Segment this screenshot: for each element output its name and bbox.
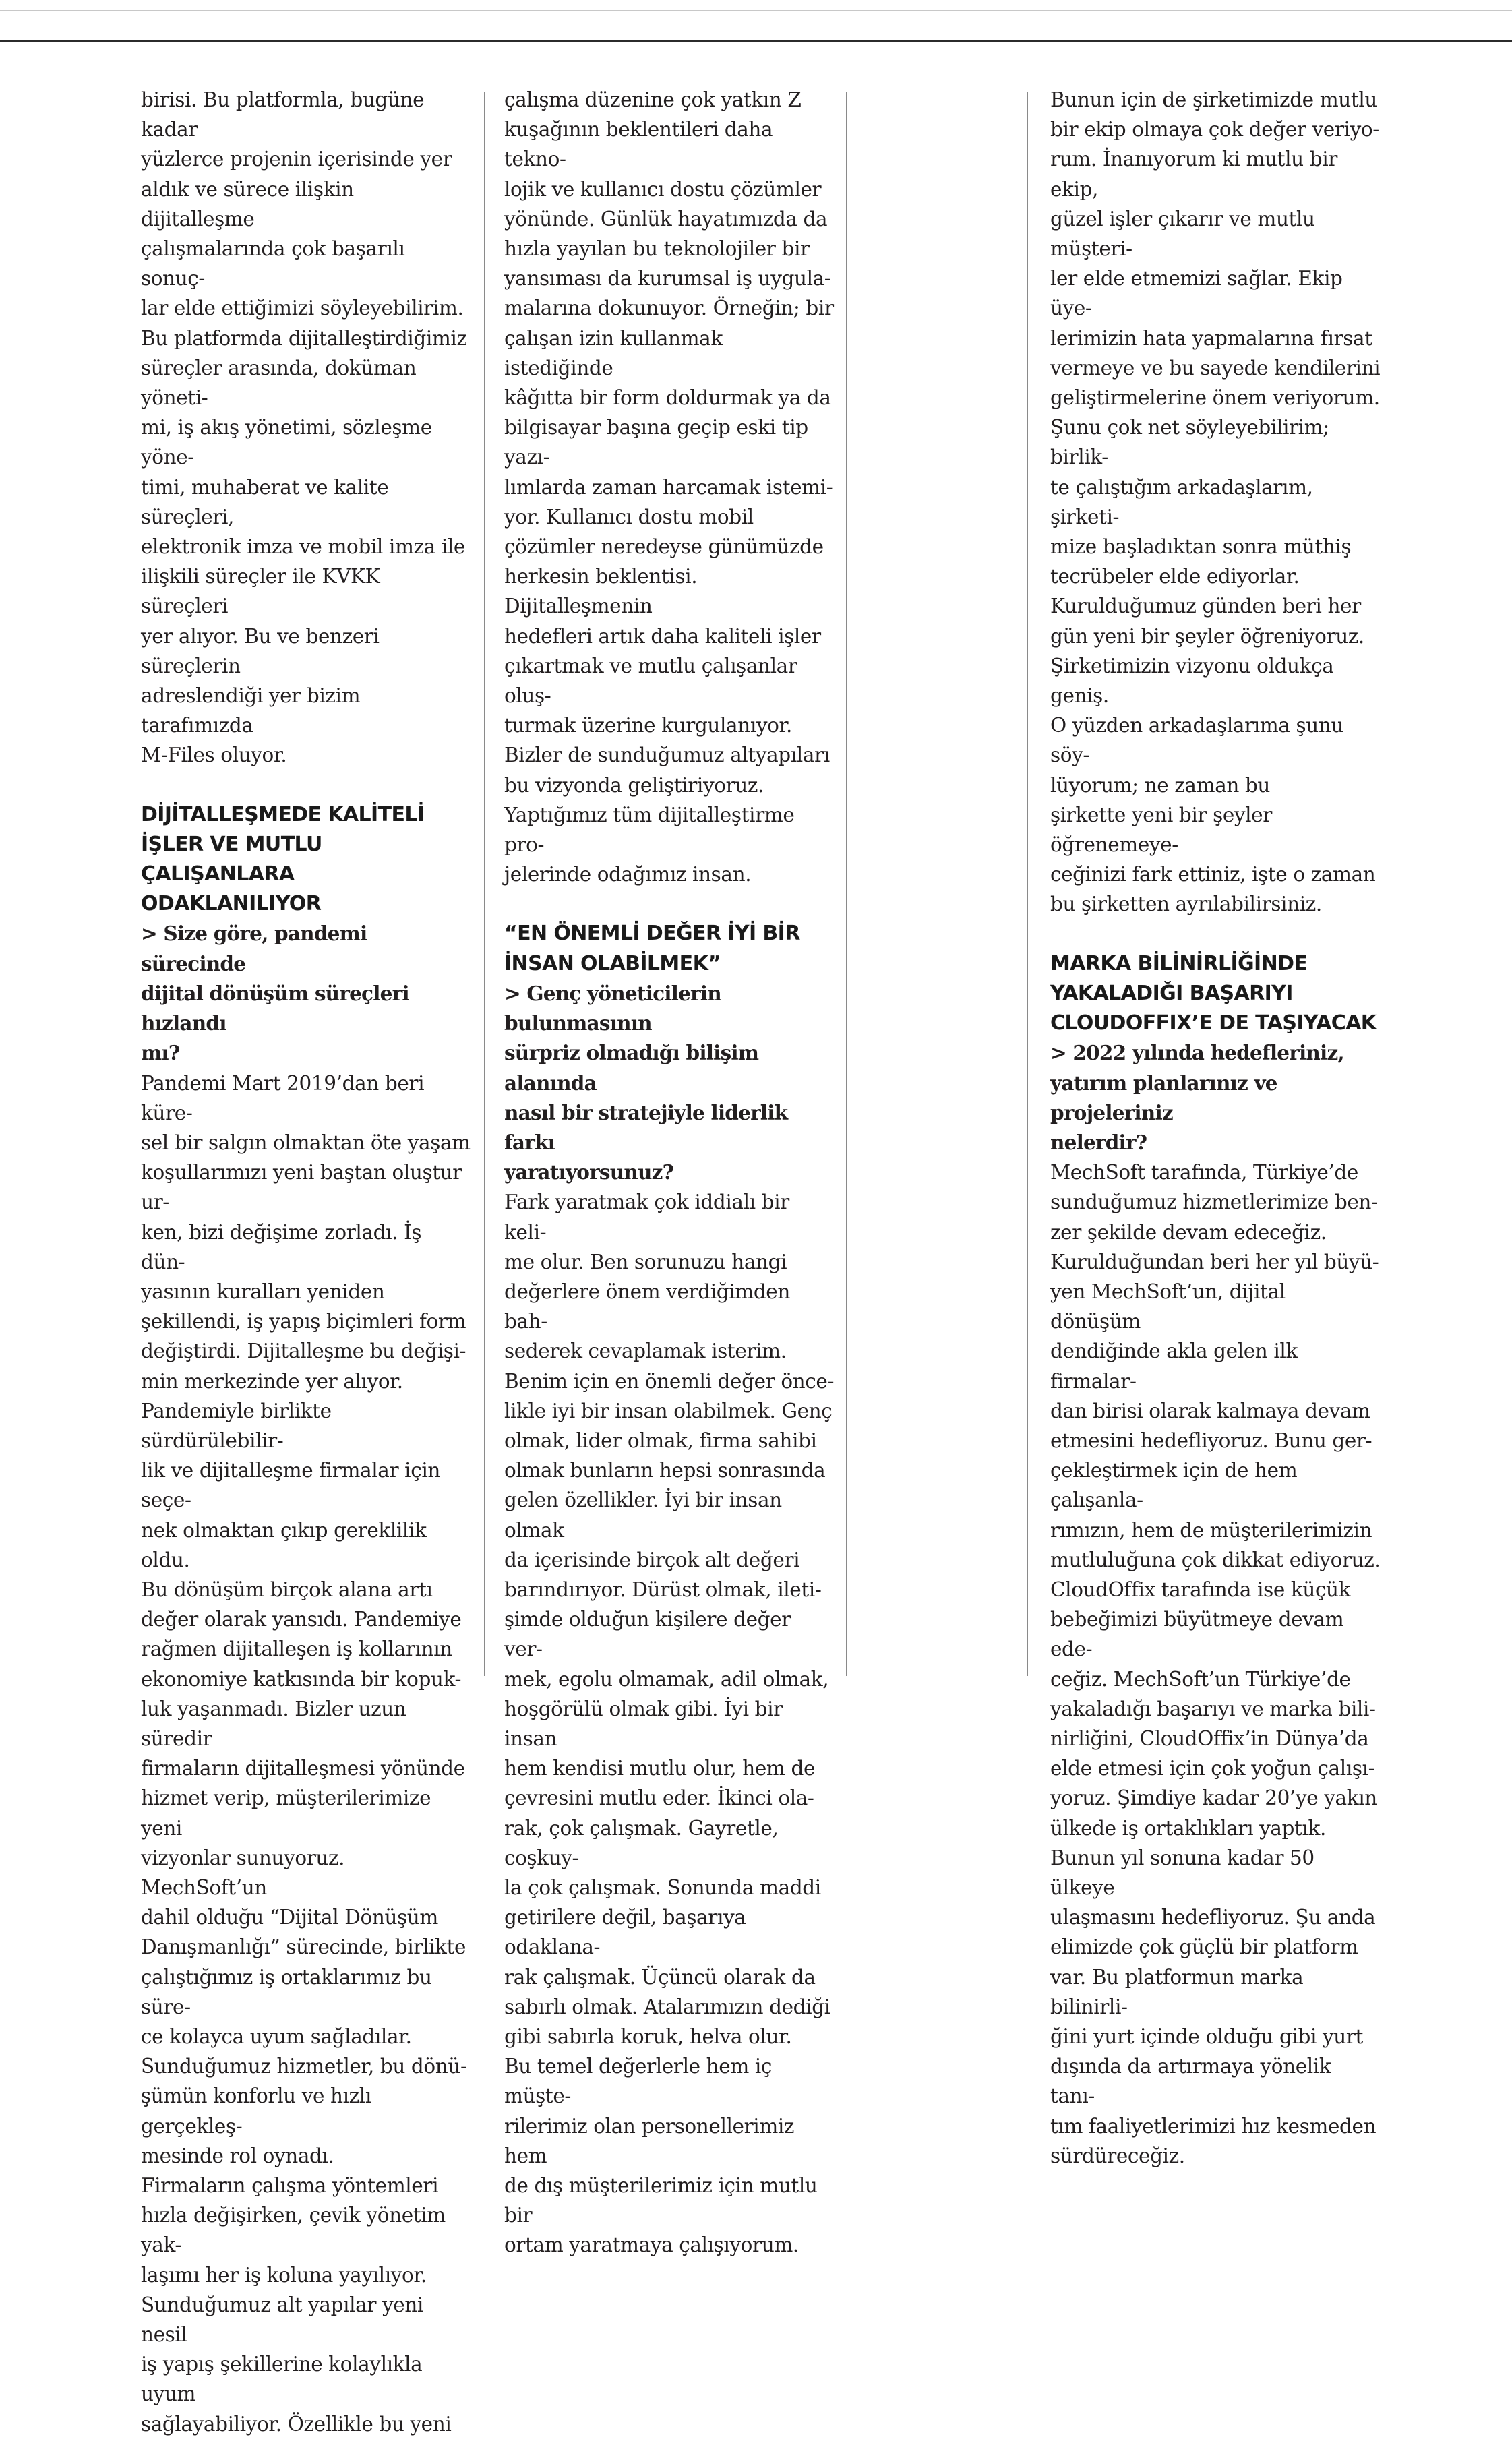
- text-line: MechSoft tarafında, Türkiye’de: [1050, 1161, 1358, 1184]
- text-line: Pandemi Mart 2019’dan beri küre-: [141, 1071, 425, 1124]
- text-line: etmesini hedefliyoruz. Bunu ger-: [1050, 1428, 1372, 1452]
- text-line: laşımı her iş koluna yayılıyor.: [141, 2263, 427, 2287]
- column-divider-3: [1027, 92, 1028, 1676]
- text-line: ceğiz. MechSoft’un Türkiye’de: [1050, 1667, 1351, 1691]
- text-line: lımlarda zaman harcamak istemi-: [504, 475, 833, 499]
- text-line: Yaptığımız tüm dijitalleştirme pro-: [504, 803, 795, 857]
- text-line: mize başladıktan sonra müthiş: [1050, 535, 1352, 559]
- text-line: yoruz. Şimdiye kadar 20’ye yakın: [1050, 1786, 1377, 1810]
- text-line: kâğıtta bir form doldurmak ya da: [504, 386, 831, 410]
- text-line: vermeye ve bu sayede kendilerini: [1050, 356, 1381, 380]
- text-line: ğini yurt içinde olduğu gibi yurt: [1050, 2025, 1364, 2048]
- text-line: yor. Kullanıcı dostu mobil: [504, 505, 754, 529]
- question-line: yaratıyorsunuz?: [504, 1160, 674, 1184]
- question-line: mı?: [141, 1041, 180, 1065]
- text-line: çalışmalarında çok başarılı sonuç-: [141, 237, 405, 291]
- text-line: olmak bunların hepsi sonrasında: [504, 1459, 826, 1482]
- text-line: rilerimiz olan personellerimiz hem: [504, 2114, 795, 2167]
- text-line: koşullarımızı yeni baştan oluştur ur-: [141, 1161, 462, 1214]
- text-line: sürdüreceğiz.: [1050, 2144, 1185, 2167]
- text-line: hızla değişirken, çevik yönetim yak-: [141, 2204, 446, 2257]
- text-line: ce kolayca uyum sağladılar.: [141, 2025, 412, 2048]
- section-heading: [504, 919, 835, 978]
- text-line: hem kendisi mutlu olur, hem de: [504, 1757, 816, 1780]
- text-line: yönünde. Günlük hayatımızda da: [504, 207, 828, 231]
- text-line: ilişkili süreçler ile KVKK süreçleri: [141, 565, 380, 618]
- question-line: > 2022 yılında hedefleriniz,: [1050, 1041, 1344, 1065]
- text-line: Danışmanlığı” sürecinde, birlikte: [141, 1935, 466, 1959]
- text-line: bilgisayar başına geçip eski tip yazı-: [504, 416, 808, 469]
- text-line: lik ve dijitalleşme firmalar için seçe-: [141, 1459, 440, 1512]
- text-line: yakaladığı başarıyı ve marka bili-: [1050, 1697, 1376, 1720]
- heading-line: İNSAN OLABİLMEK”: [504, 951, 721, 975]
- heading-line: CLOUDOFFIX’E DE TAŞIYACAK: [1050, 1011, 1377, 1035]
- text-line: geliştirmelerine önem veriyorum.: [1050, 386, 1380, 410]
- text-line: güzel işler çıkarır ve mutlu müşteri-: [1050, 207, 1315, 261]
- text-line: Bunun için de şirketimizde mutlu: [1050, 88, 1377, 111]
- text-line: şekillendi, iş yapış biçimleri form: [141, 1310, 466, 1333]
- heading-line: MARKA BİLİNİRLİĞİNDE: [1050, 951, 1308, 975]
- text-line: me olur. Ben sorunuzu hangi: [504, 1250, 787, 1273]
- text-line: lar elde ettiğimizi söyleyebilirim.: [141, 297, 464, 320]
- text-line: adreslendiği yer bizim tarafımızda: [141, 684, 361, 737]
- interview-question: [141, 919, 471, 1068]
- question-line: yatırım planlarınız ve projeleriniz: [1050, 1071, 1277, 1124]
- text-line: değiştirdi. Dijitalleşme bu değişi-: [141, 1339, 466, 1363]
- text-line: O yüzden arkadaşlarıma şunu söy-: [1050, 714, 1344, 767]
- text-line: jelerinde odağımız insan.: [504, 863, 752, 886]
- text-line: elde etmesi için çok yoğun çalışı-: [1050, 1757, 1375, 1780]
- text-line: malarına dokunuyor. Örneğin; bir: [504, 297, 834, 320]
- text-line: tım faaliyetlerimizi hız kesmeden: [1050, 2114, 1377, 2138]
- text-line: zer şekilde devam edeceğiz.: [1050, 1220, 1327, 1244]
- text-line: dışında da artırmaya yönelik tanı-: [1050, 2055, 1331, 2108]
- text-line: tecrübeler elde ediyorlar.: [1050, 565, 1300, 589]
- text-line: çıkartmak ve mutlu çalışanlar oluş-: [504, 654, 797, 708]
- section-heading: [1050, 949, 1381, 1039]
- text-line: dan birisi olarak kalmaya devam: [1050, 1399, 1370, 1422]
- heading-line: YAKALADIĞI BAŞARIYI: [1050, 981, 1293, 1005]
- text-line: Şunu çok net söyleyebilirim; birlik-: [1050, 416, 1329, 469]
- text-line: barındırıyor. Dürüst olmak, ileti-: [504, 1577, 822, 1601]
- text-line: ler elde etmemizi sağlar. Ekip üye-: [1050, 267, 1343, 320]
- question-line: dijital dönüşüm süreçleri hızlandı: [141, 981, 409, 1035]
- text-line: Fark yaratmak çok iddialı bir keli-: [504, 1191, 789, 1244]
- text-line: kuşağının beklentileri daha tekno-: [504, 118, 773, 171]
- text-line: likle iyi bir insan olabilmek. Genç: [504, 1399, 833, 1422]
- text-line: Kurulduğumuz günden beri her: [1050, 595, 1361, 618]
- text-line: te çalıştığım arkadaşlarım, şirketi-: [1050, 475, 1313, 529]
- question-line: > Genç yöneticilerin bulunmasının: [504, 981, 721, 1035]
- text-line: gelen özellikler. İyi bir insan olmak: [504, 1488, 782, 1542]
- text-line: iş yapış şekillerine kolaylıkla uyum: [141, 2353, 423, 2406]
- text-line: olmak, lider olmak, firma sahibi: [504, 1428, 817, 1452]
- text-line: nek olmaktan çıkıp gereklilik oldu.: [141, 1518, 427, 1571]
- paragraph-spacer: [141, 771, 471, 800]
- text-line: ceğinizi fark ettiniz, işte o zaman: [1050, 863, 1376, 886]
- text-line: firmaların dijitalleşmesi yönünde: [141, 1757, 465, 1780]
- text-line: Bizler de sunduğumuz altyapıları: [504, 744, 830, 767]
- body-text: [1050, 85, 1381, 920]
- text-line: Bu temel değerlerle hem iç müşte-: [504, 2055, 773, 2108]
- text-line: bu şirketten ayrılabilirsiniz.: [1050, 893, 1322, 916]
- text-line: sel bir salgın olmaktan öte yaşam: [141, 1131, 471, 1154]
- text-line: sabırlı olmak. Atalarımızın dediği: [504, 1995, 830, 2018]
- interview-question: [1050, 1038, 1381, 1157]
- text-line: yen MechSoft’un, dijital dönüşüm: [1050, 1279, 1286, 1333]
- text-line: çalışan izin kullanmak istediğinde: [504, 326, 723, 380]
- text-line: şümün konforlu ve hızlı gerçekleş-: [141, 2084, 371, 2138]
- interview-question: [504, 979, 835, 1187]
- text-line: lerimizin hata yapmalarına fırsat: [1050, 326, 1372, 350]
- text-line: lojik ve kullanıcı dostu çözümler: [504, 177, 822, 201]
- question-line: nelerdir?: [1050, 1130, 1147, 1154]
- text-line: nirliğini, CloudOffix’in Dünya’da: [1050, 1726, 1369, 1750]
- text-line: timi, muhaberat ve kalite süreçleri,: [141, 475, 389, 529]
- text-line: şirkette yeni bir şeyler öğrenemeye-: [1050, 803, 1272, 857]
- article-column-3: [1050, 85, 1381, 2171]
- text-line: çekleştirmek için de hem çalışanla-: [1050, 1459, 1298, 1512]
- text-line: dendiğinde akla gelen ilk firmalar-: [1050, 1339, 1298, 1393]
- text-line: hizmet verip, müşterilerimize yeni: [141, 1786, 431, 1840]
- text-line: de dış müşterilerimiz için mutlu bir: [504, 2174, 818, 2227]
- article-column-2: [504, 85, 835, 2260]
- text-line: değerlere önem verdiğimden bah-: [504, 1279, 790, 1333]
- text-line: bir ekip olmaya çok değer veriyo-: [1050, 118, 1379, 142]
- text-line: birisi. Bu platformla, bugüne kadar: [141, 88, 425, 142]
- text-line: da içerisinde birçok alt değeri: [504, 1548, 800, 1571]
- text-line: herkesin beklentisi. Dijitalleşmenin: [504, 565, 698, 618]
- text-line: elimizde çok güçlü bir platform: [1050, 1935, 1358, 1959]
- text-line: rak çalışmak. Üçüncü olarak da: [504, 1965, 816, 1989]
- text-line: Firmaların çalışma yöntemleri: [141, 2174, 439, 2198]
- text-line: çevresini mutlu eder. İkinci ola-: [504, 1786, 814, 1810]
- question-line: sürpriz olmadığı bilişim alanında: [504, 1041, 759, 1095]
- text-line: sederek cevaplamak isterim.: [504, 1339, 787, 1363]
- text-line: Benim için en önemli değer önce-: [504, 1369, 835, 1393]
- text-line: değer olarak yansıdı. Pandemiye: [141, 1608, 462, 1631]
- column-divider-2: [846, 92, 847, 1676]
- text-line: yasının kuralları yeniden: [141, 1279, 385, 1303]
- heading-line: “EN ÖNEMLİ DEĞER İYİ BİR: [504, 922, 800, 946]
- text-line: mutluluğuna çok dikkat ediyoruz.: [1050, 1548, 1381, 1571]
- text-line: getirilere değil, başarıya odaklana-: [504, 1906, 746, 1959]
- text-line: ülkede iş ortaklıkları yaptık.: [1050, 1816, 1326, 1840]
- text-line: turmak üzerine kurgulanıyor.: [504, 714, 792, 737]
- paragraph-spacer: [504, 889, 835, 919]
- text-line: CloudOffix tarafında ise küçük: [1050, 1577, 1351, 1601]
- text-line: Kurulduğundan beri her yıl büyü-: [1050, 1250, 1379, 1273]
- text-line: Bu dönüşüm birçok alana artı: [141, 1577, 433, 1601]
- text-line: var. Bu platformun marka bilinirli-: [1050, 1965, 1304, 2018]
- article-column-1: [141, 85, 471, 2439]
- text-line: şimde olduğun kişilere değer ver-: [504, 1608, 791, 1661]
- text-line: Pandemiyle birlikte sürdürülebilir-: [141, 1399, 332, 1452]
- text-line: gibi sabırla koruk, helva olur.: [504, 2025, 792, 2048]
- text-line: çalışma düzenine çok yatkın Z: [504, 88, 802, 111]
- text-line: aldık ve sürece ilişkin dijitalleşme: [141, 177, 354, 231]
- text-line: gün yeni bir şeyler öğreniyoruz.: [1050, 624, 1364, 648]
- text-line: mesinde rol oynadı.: [141, 2144, 334, 2167]
- text-line: hızla yayılan bu teknolojiler bir: [504, 237, 810, 261]
- text-line: hedefleri artık daha kaliteli işler: [504, 624, 821, 648]
- text-line: elektronik imza ve mobil imza ile: [141, 535, 465, 559]
- text-line: bu vizyonda geliştiriyoruz.: [504, 773, 764, 797]
- body-text: [504, 85, 835, 889]
- text-line: mek, egolu olmamak, adil olmak,: [504, 1667, 829, 1691]
- text-line: ken, bizi değişime zorladı. İş dün-: [141, 1220, 422, 1273]
- text-line: çalıştığımız iş ortaklarımız bu süre-: [141, 1965, 432, 2018]
- text-line: rak, çok çalışmak. Gayretle, coşkuy-: [504, 1816, 779, 1869]
- paragraph-spacer: [1050, 920, 1381, 949]
- body-text: [1050, 1157, 1381, 2171]
- text-line: yansıması da kurumsal iş uygula-: [504, 267, 831, 291]
- text-line: ulaşmasını hedefliyoruz. Şu anda: [1050, 1906, 1376, 1929]
- top-thick-rule: [0, 40, 1512, 42]
- text-line: Şirketimizin vizyonu oldukça geniş.: [1050, 654, 1334, 708]
- text-line: yüzlerce projenin içerisinde yer: [141, 148, 452, 171]
- text-line: vizyonlar sunuyoruz. MechSoft’un: [141, 1846, 345, 1899]
- text-line: Bunun yıl sonuna kadar 50 ülkeye: [1050, 1846, 1314, 1899]
- body-text: [141, 85, 471, 771]
- text-line: rum. İnanıyorum ki mutlu bir ekip,: [1050, 148, 1337, 201]
- text-line: dahil olduğu “Dijital Dönüşüm: [141, 1906, 438, 1929]
- heading-line: ÇALIŞANLARA: [141, 862, 295, 886]
- question-line: > Size göre, pandemi sürecinde: [141, 922, 367, 975]
- question-line: nasıl bir stratejiyle liderlik farkı: [504, 1100, 788, 1154]
- text-line: la çok çalışmak. Sonunda maddi: [504, 1875, 821, 1899]
- body-text: [504, 1187, 835, 2260]
- text-line: rımızın, hem de müşterilerimizin: [1050, 1518, 1372, 1542]
- heading-line: DİJİTALLEŞMEDE KALİTELİ: [141, 802, 425, 826]
- text-line: Sunduğumuz alt yapılar yeni nesil: [141, 2293, 423, 2347]
- text-line: Sunduğumuz hizmetler, bu dönü-: [141, 2055, 467, 2078]
- text-line: lüyorum; ne zaman bu: [1050, 773, 1271, 797]
- text-line: çözümler neredeyse günümüzde: [504, 535, 824, 559]
- section-heading: [141, 800, 471, 920]
- text-line: rağmen dijitalleşen iş kollarının: [141, 1637, 452, 1661]
- text-line: min merkezinde yer alıyor.: [141, 1369, 403, 1393]
- column-divider-1: [484, 92, 485, 1676]
- heading-line: İŞLER VE MUTLU: [141, 832, 322, 856]
- text-line: luk yaşanmadı. Bizler uzun süredir: [141, 1697, 406, 1750]
- text-line: ortam yaratmaya çalışıyorum.: [504, 2233, 799, 2257]
- text-line: M-Files oluyor.: [141, 744, 287, 767]
- text-line: yer alıyor. Bu ve benzeri süreçlerin: [141, 624, 380, 678]
- text-line: ekonomiye katkısında bir kopuk-: [141, 1667, 462, 1691]
- text-line: hoşgörülü olmak gibi. İyi bir insan: [504, 1697, 783, 1750]
- text-line: süreçler arasında, doküman yöneti-: [141, 356, 417, 410]
- text-line: Bu platformda dijitalleştirdiğimiz: [141, 326, 467, 350]
- text-line: bebeğimizi büyütmeye devam ede-: [1050, 1608, 1344, 1661]
- heading-line: ODAKLANILIYOR: [141, 892, 322, 916]
- text-line: sağlayabiliyor. Özellikle bu yeni: [141, 2412, 452, 2436]
- top-thin-rule: [0, 10, 1512, 11]
- text-line: sunduğumuz hizmetlerimize ben-: [1050, 1191, 1378, 1214]
- text-line: mi, iş akış yönetimi, sözleşme yöne-: [141, 416, 432, 469]
- body-text: [141, 1068, 471, 2439]
